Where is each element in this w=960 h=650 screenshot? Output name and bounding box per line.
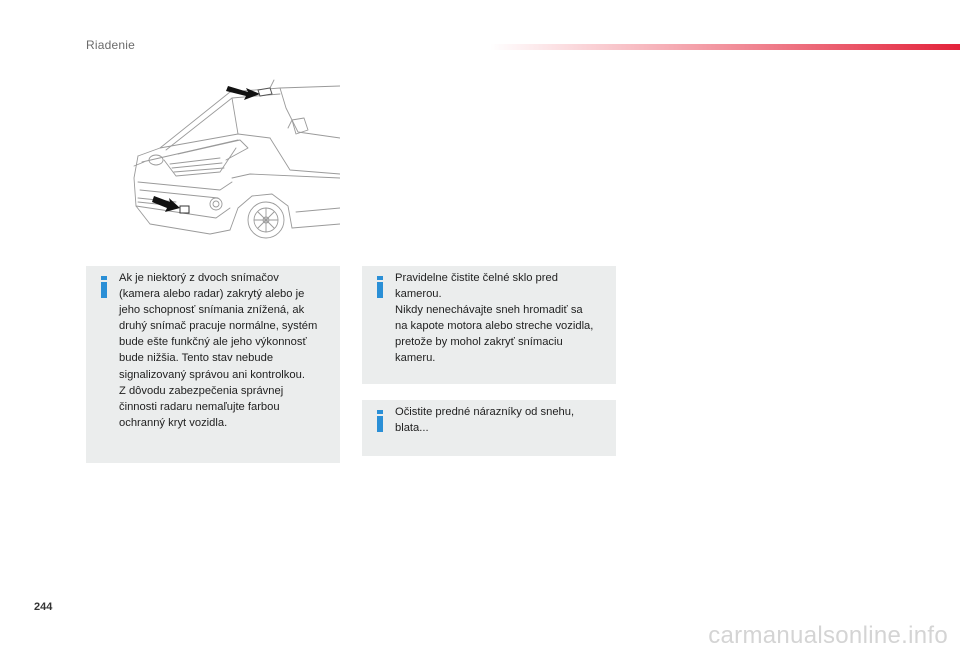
info-icon xyxy=(374,410,386,432)
info-note-text: Ak je niektorý z dvoch snímačov (kamera alebo radar) zakrytý alebo je jeho schopnosť snímania znížená, ak druhý snímač pracuje normálne, systém bude ešte funkčný ale jeho výkonnosť bude nižšia. Tento stav nebude signalizovaný správou ani kontrolkou. Z dôvodu zabezpečenia správnej činnosti radaru nemaľujte farbou ochranný kryt vozidla. xyxy=(119,272,318,429)
info-icon xyxy=(374,276,386,298)
info-icon xyxy=(98,276,110,298)
header-accent-bar xyxy=(490,44,960,50)
info-note-bumper-cleaning xyxy=(362,400,616,456)
info-note-text: Pravidelne čistite čelné sklo pred kamerou. Nikdy nenechávajte sneh hromadiť sa na kapote motora alebo streche vozidla, pretože by mohol zakryť snímaciu kameru. xyxy=(395,272,594,365)
info-note-windshield-cleaning xyxy=(362,266,616,384)
info-note-text: Očistite predné nárazníky od snehu, blata... xyxy=(395,406,575,435)
van-illustration xyxy=(120,78,340,250)
watermark: carmanualsonline.info xyxy=(708,622,948,649)
section-title: Riadenie xyxy=(86,38,135,52)
page-number: 244 xyxy=(34,601,53,613)
info-note-sensor-obstruction xyxy=(86,266,340,463)
